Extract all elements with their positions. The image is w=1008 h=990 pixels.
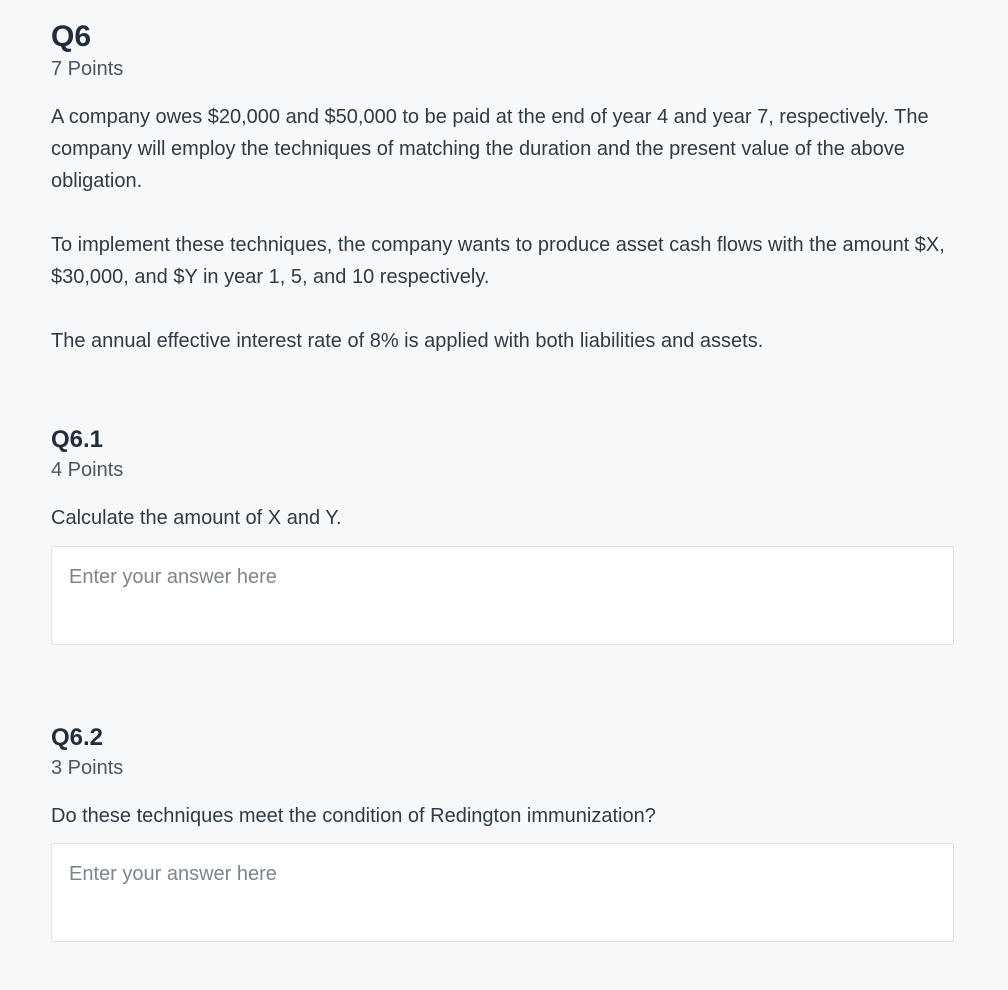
subquestion-1-prompt: Calculate the amount of X and Y. <box>51 507 342 529</box>
subquestion-2-answer-input[interactable] <box>52 844 953 941</box>
subquestion-1-title: Q6.1 <box>51 426 104 453</box>
question-paragraph-2: To implement these techniques, the company wants to produce asset cash flows with the amount $X, $30,000, and $Y in year 1, 5, and 10 respectively. <box>51 234 945 288</box>
question-points: 7 Points <box>51 58 124 80</box>
question-paragraph-1: A company owes $20,000 and $50,000 to be paid at the end of year 4 and year 7, respectively. The company will employ the techniques of matching the duration and the present value of the above obligation. <box>51 106 929 192</box>
question-paragraph-3: The annual effective interest rate of 8% is applied with both liabilities and assets. <box>51 330 764 352</box>
subquestion-1-answer-box <box>51 546 954 645</box>
subquestion-2-prompt: Do these techniques meet the condition of Redington immunization? <box>51 805 656 827</box>
subquestion-2-points: 3 Points <box>51 757 124 779</box>
subquestion-2-title: Q6.2 <box>51 724 104 751</box>
subquestion-1-answer-input[interactable] <box>52 547 953 644</box>
subquestion-1-points: 4 Points <box>51 459 124 481</box>
subquestion-2-answer-box <box>51 843 954 942</box>
question-title: Q6 <box>51 20 92 53</box>
